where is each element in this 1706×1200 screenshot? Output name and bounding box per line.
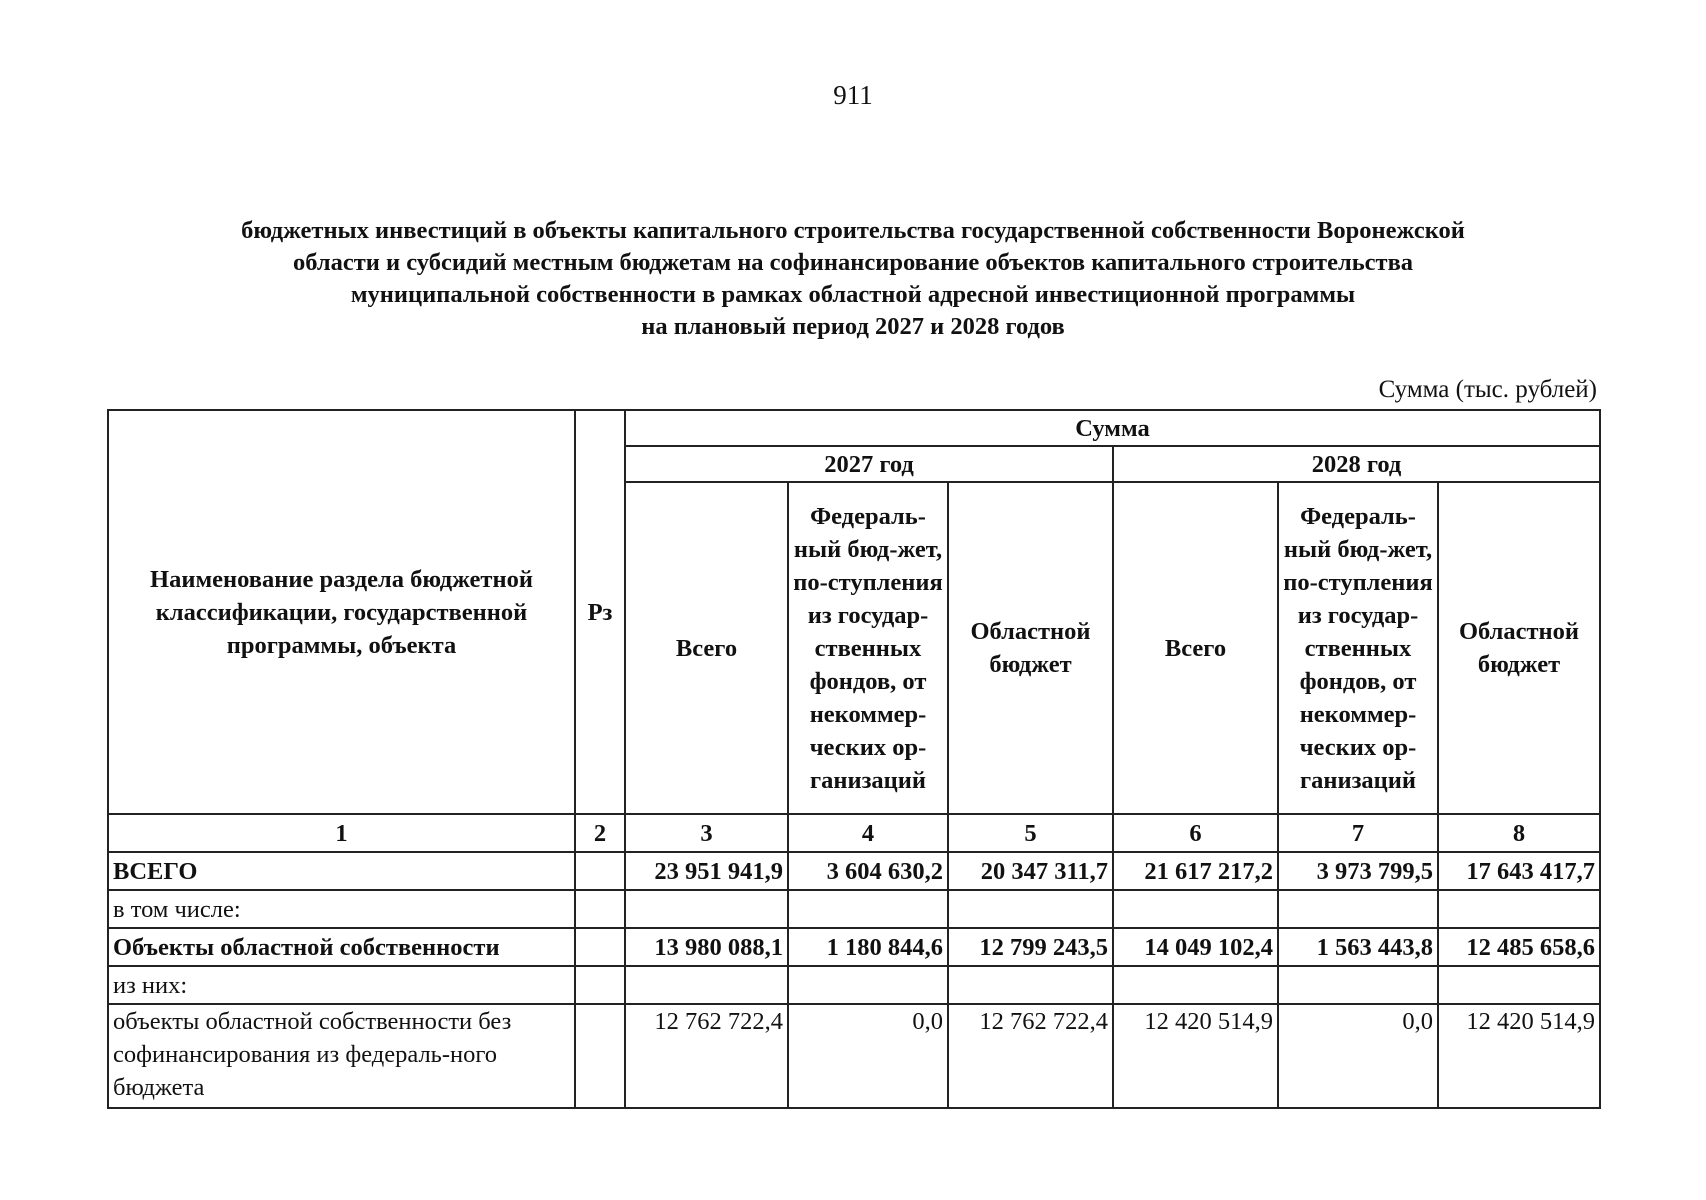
header-year-2028: 2028 год bbox=[1113, 446, 1600, 482]
budget-table bbox=[107, 409, 1601, 1109]
table-row-total bbox=[108, 852, 1600, 890]
header-federal-2027: Федераль-ный бюд-жет, по-ступления из государ-ственных фондов, от некоммер-ческих ор-ганизаций bbox=[788, 482, 948, 814]
value-cell: 23 951 941,9 bbox=[625, 852, 788, 890]
row-label: Объекты областной собственности bbox=[108, 928, 575, 966]
row-label: ВСЕГО bbox=[108, 852, 575, 890]
value-cell bbox=[625, 890, 788, 928]
header-total-2027: Всего bbox=[625, 482, 788, 814]
value-cell: 12 762 722,4 bbox=[948, 1004, 1113, 1108]
rz-cell bbox=[575, 1004, 625, 1108]
header-sum: Сумма bbox=[625, 410, 1600, 446]
row-label: из них: bbox=[108, 966, 575, 1004]
value-cell: 12 485 658,6 bbox=[1438, 928, 1600, 966]
document-title bbox=[120, 215, 1586, 343]
header-rz: Рз bbox=[575, 410, 625, 814]
value-cell bbox=[1113, 966, 1278, 1004]
value-cell: 12 420 514,9 bbox=[1113, 1004, 1278, 1108]
header-regional-2027: Областной бюджет bbox=[948, 482, 1113, 814]
value-cell bbox=[1278, 890, 1438, 928]
value-cell: 14 049 102,4 bbox=[1113, 928, 1278, 966]
value-cell: 17 643 417,7 bbox=[1438, 852, 1600, 890]
column-number: 2 bbox=[575, 814, 625, 852]
value-cell bbox=[948, 966, 1113, 1004]
value-cell: 3 604 630,2 bbox=[788, 852, 948, 890]
rz-cell bbox=[575, 966, 625, 1004]
header-year-2027: 2027 год bbox=[625, 446, 1113, 482]
title-line: на плановый период 2027 и 2028 годов bbox=[641, 313, 1065, 340]
column-number: 4 bbox=[788, 814, 948, 852]
rz-cell bbox=[575, 890, 625, 928]
table-row-of-them bbox=[108, 966, 1600, 1004]
column-number: 7 bbox=[1278, 814, 1438, 852]
value-cell bbox=[625, 966, 788, 1004]
title-line: области и субсидий местным бюджетам на софинансирование объектов капитального строительства bbox=[292, 249, 1414, 276]
value-cell: 12 420 514,9 bbox=[1438, 1004, 1600, 1108]
value-cell: 12 799 243,5 bbox=[948, 928, 1113, 966]
table-row-regional-objects bbox=[108, 928, 1600, 966]
value-cell: 3 973 799,5 bbox=[1278, 852, 1438, 890]
table-row-without-cofinancing bbox=[108, 1004, 1600, 1108]
value-cell bbox=[1438, 890, 1600, 928]
table-row-including bbox=[108, 890, 1600, 928]
value-cell bbox=[1278, 966, 1438, 1004]
value-cell: 21 617 217,2 bbox=[1113, 852, 1278, 890]
row-label: объекты областной собственности без софинансирования из федераль-ного бюджета bbox=[108, 1004, 575, 1108]
value-cell bbox=[1438, 966, 1600, 1004]
value-cell: 12 762 722,4 bbox=[625, 1004, 788, 1108]
header-name: Наименование раздела бюджетной классификации, государственной программы, объекта bbox=[108, 410, 575, 814]
rz-cell bbox=[575, 928, 625, 966]
value-cell: 1 563 443,8 bbox=[1278, 928, 1438, 966]
column-number: 3 bbox=[625, 814, 788, 852]
value-cell: 0,0 bbox=[1278, 1004, 1438, 1108]
column-number: 5 bbox=[948, 814, 1113, 852]
value-cell: 0,0 bbox=[788, 1004, 948, 1108]
title-line: бюджетных инвестиций в объекты капитального строительства государственной собственности Воронежской bbox=[241, 217, 1465, 244]
column-number: 1 bbox=[108, 814, 575, 852]
column-number: 8 bbox=[1438, 814, 1600, 852]
value-cell: 20 347 311,7 bbox=[948, 852, 1113, 890]
units-label: Сумма (тыс. рублей) bbox=[1378, 376, 1597, 403]
value-cell: 1 180 844,6 bbox=[788, 928, 948, 966]
rz-cell bbox=[575, 852, 625, 890]
row-label: в том числе: bbox=[108, 890, 575, 928]
value-cell bbox=[788, 966, 948, 1004]
header-total-2028: Всего bbox=[1113, 482, 1278, 814]
header-federal-2028: Федераль-ный бюд-жет, по-ступления из государ-ственных фондов, от некоммер-ческих ор-ганизаций bbox=[1278, 482, 1438, 814]
value-cell: 13 980 088,1 bbox=[625, 928, 788, 966]
title-line: муниципальной собственности в рамках областной адресной инвестиционной программы bbox=[350, 281, 1356, 308]
column-number: 6 bbox=[1113, 814, 1278, 852]
column-number-row bbox=[108, 814, 1600, 852]
page-number: 911 bbox=[833, 80, 873, 110]
value-cell bbox=[788, 890, 948, 928]
value-cell bbox=[1113, 890, 1278, 928]
value-cell bbox=[948, 890, 1113, 928]
header-regional-2028: Областной бюджет bbox=[1438, 482, 1600, 814]
